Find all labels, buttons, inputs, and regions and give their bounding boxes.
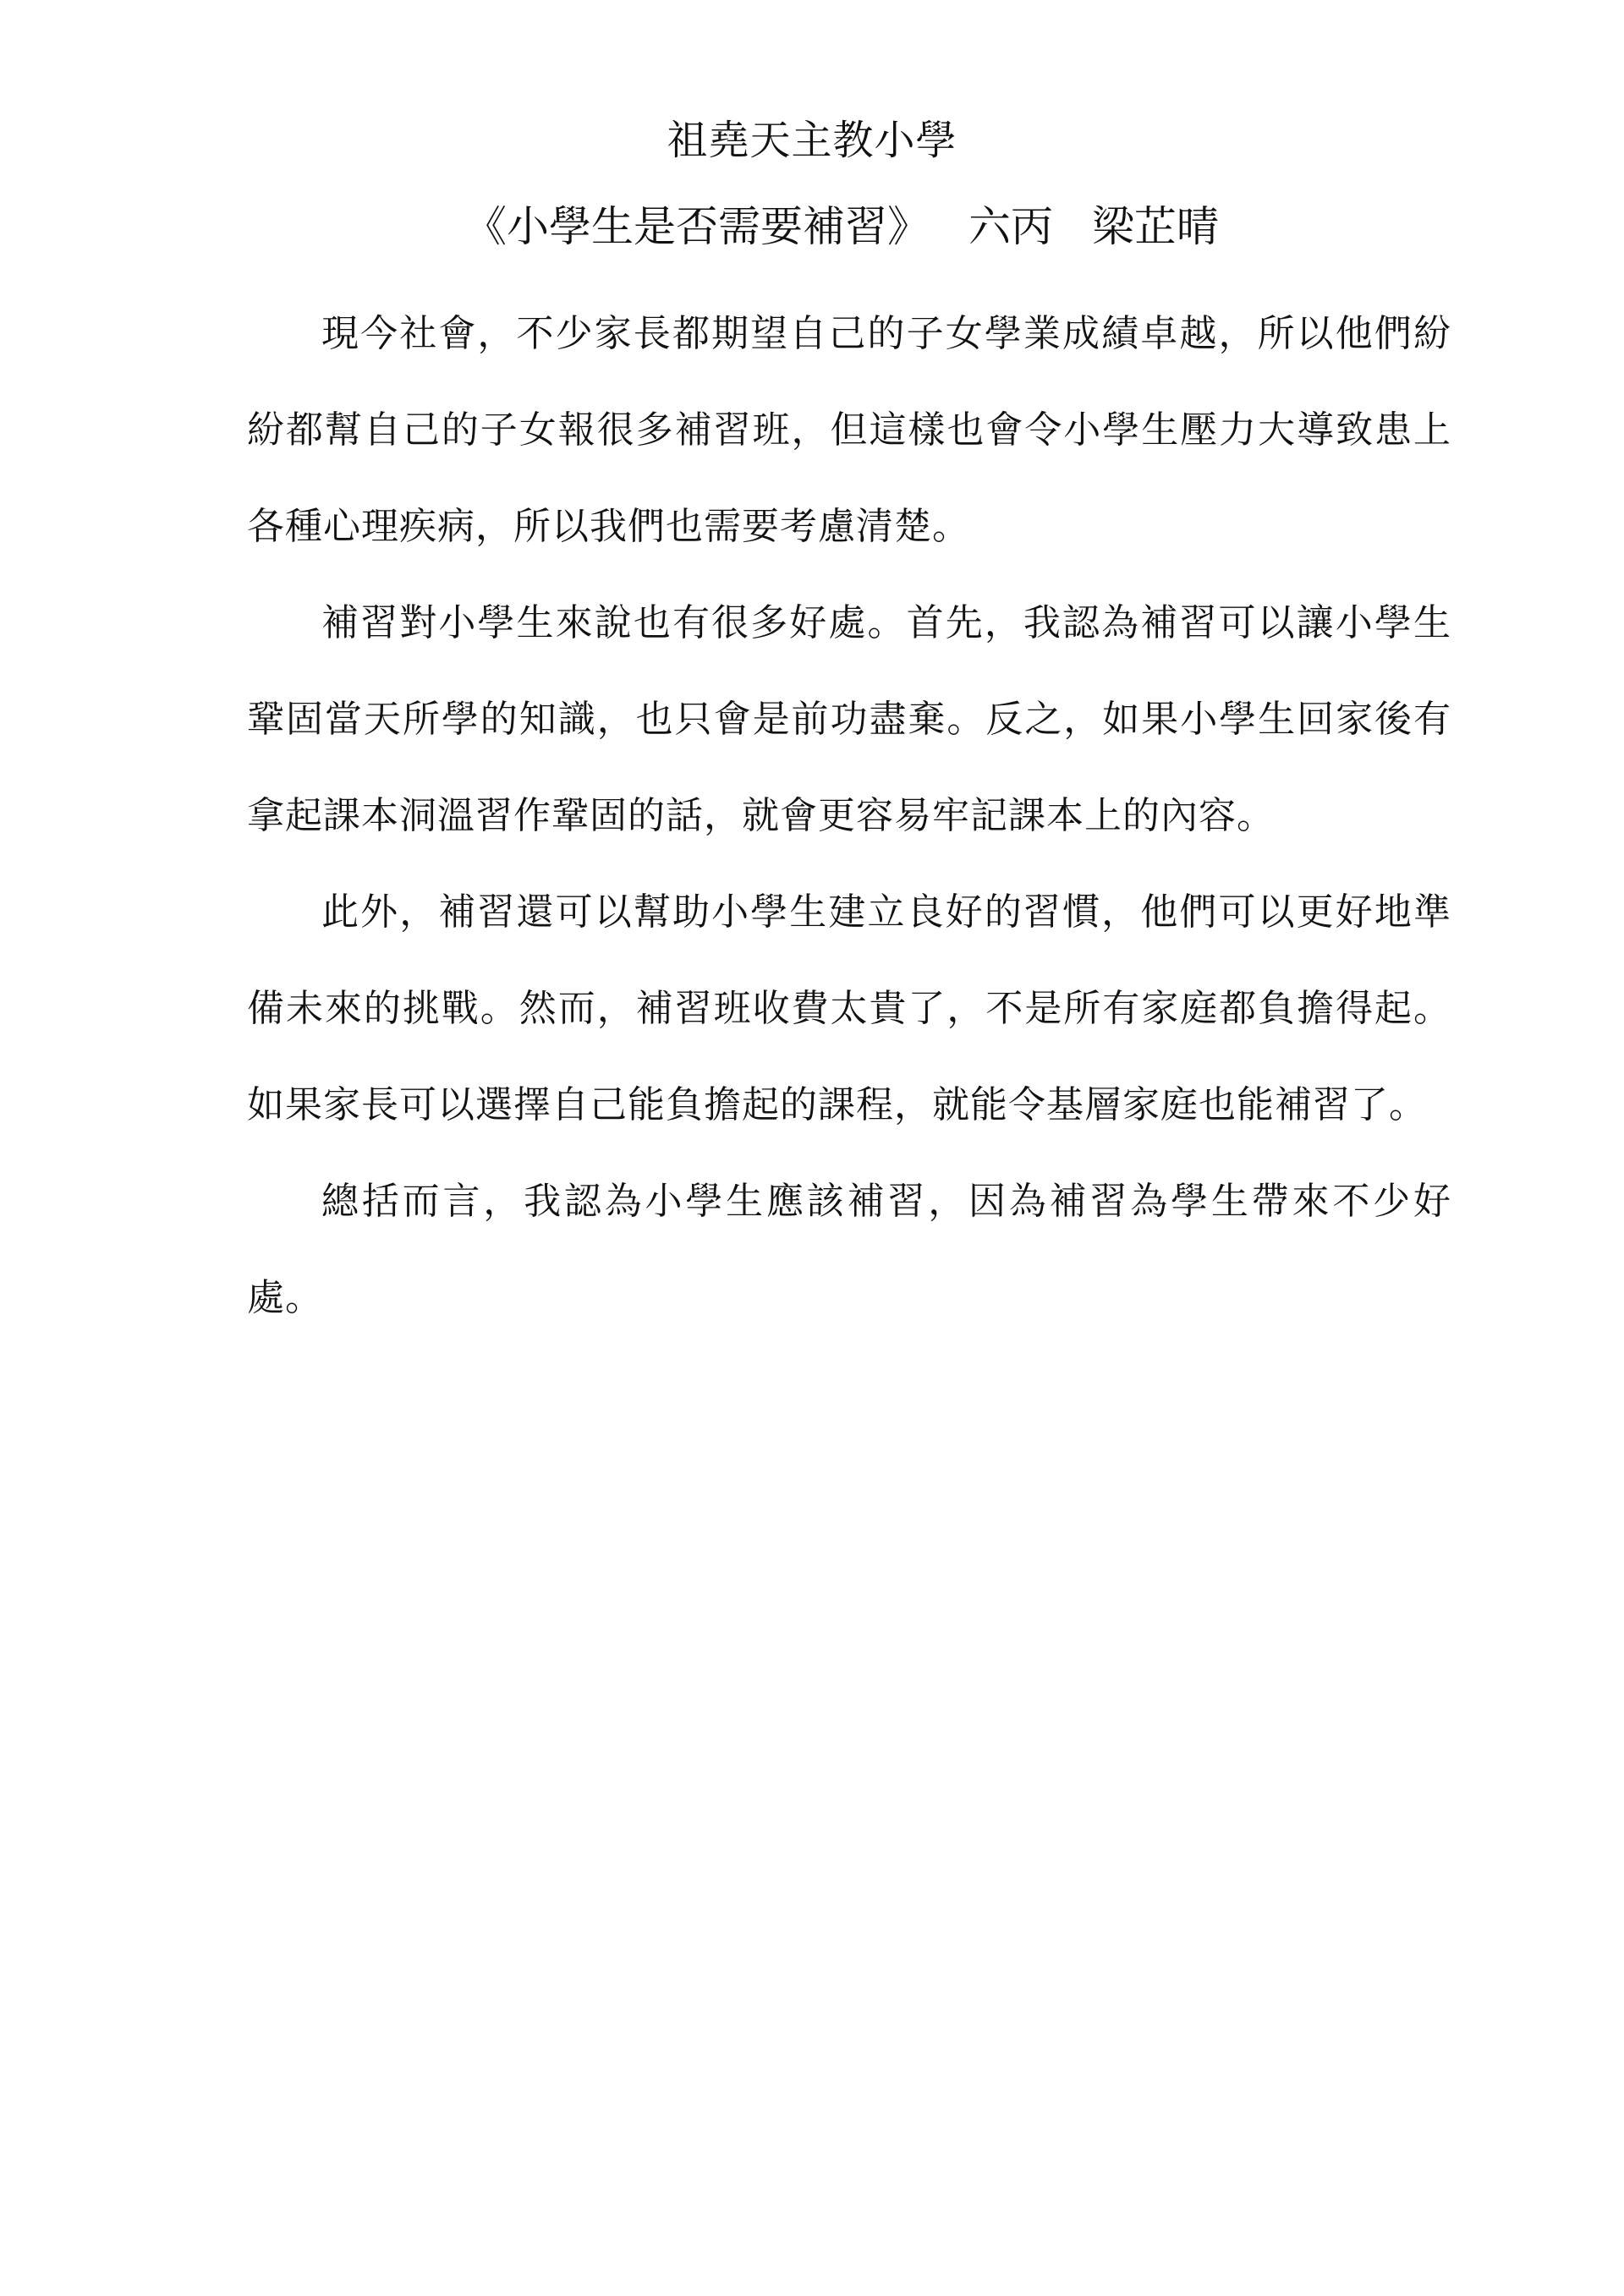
school-name: 祖堯天主教小學 bbox=[667, 117, 957, 164]
essay-paragraph-1: 現今社會，不少家長都期望自己的子女學業成績卓越，所以他們紛紛都幫自己的子女報很多補習班，但這樣也會令小學生壓力大導致患上各種心理疾病，所以我們也需要考慮清楚。 bbox=[247, 312, 1451, 548]
essay-paragraph-3: 此外，補習還可以幫助小學生建立良好的習慣，他們可以更好地準備未來的挑戰。然而，補習班收費太貴了，不是所有家庭都負擔得起。如果家長可以選擇自己能負擔起的課程，就能令基層家庭也能補習了。 bbox=[247, 890, 1451, 1126]
student-name: 梁芷晴 bbox=[1092, 202, 1219, 251]
essay-body bbox=[247, 286, 1451, 1346]
essay-title: 《小學生是否需要補習》 bbox=[464, 202, 930, 251]
class-name: 六丙 bbox=[968, 202, 1053, 251]
essay-paragraph-2: 補習對小學生來說也有很多好處。首先，我認為補習可以讓小學生鞏固當天所學的知識，也只會是前功盡棄。反之，如果小學生回家後有拿起課本洞溫習作鞏固的話，就會更容易牢記課本上的內容。 bbox=[247, 601, 1451, 837]
essay-heading bbox=[0, 193, 1624, 260]
essay-paragraph-4: 總括而言，我認為小學生應該補習，因為補習為學生帶來不少好處。 bbox=[247, 1180, 1451, 1319]
